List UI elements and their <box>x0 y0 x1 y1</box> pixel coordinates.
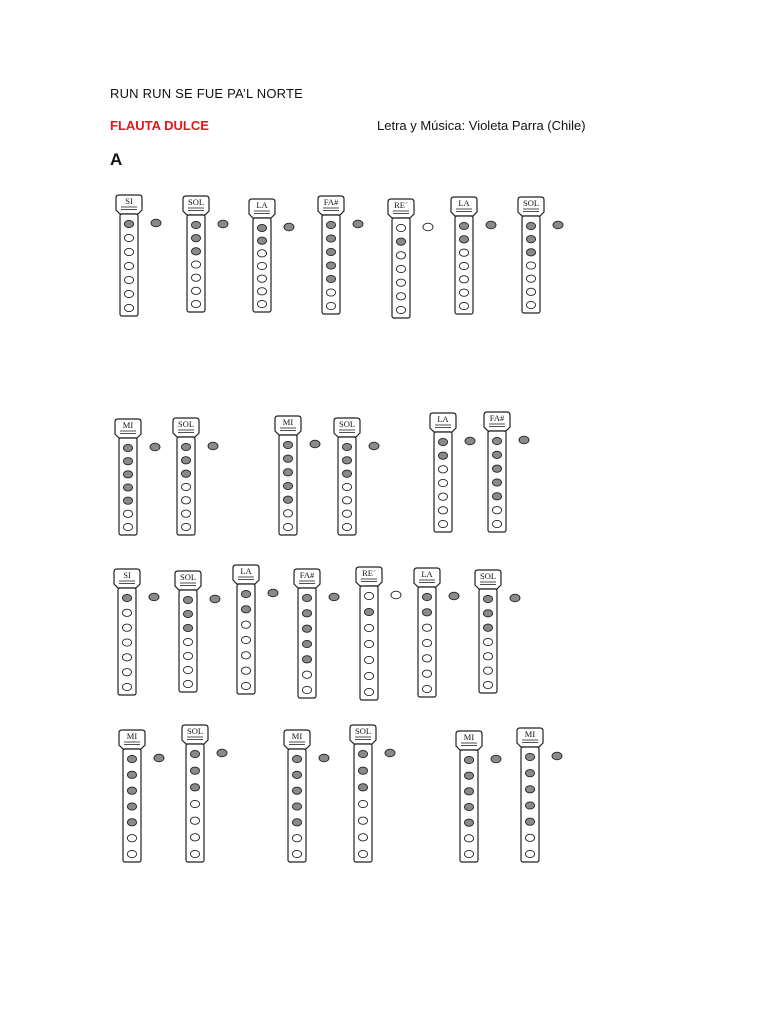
note-name: SI <box>123 570 131 580</box>
thumb-hole-covered <box>369 442 379 450</box>
note-name: RE´ <box>362 568 376 578</box>
hole-covered <box>526 236 535 243</box>
hole-open <box>191 300 200 307</box>
hole-covered <box>302 594 311 601</box>
hole-covered <box>257 224 266 231</box>
hole-covered <box>464 772 473 779</box>
hole-open <box>492 507 501 514</box>
thumb-hole-covered <box>319 754 329 762</box>
thumb-hole-covered <box>553 221 563 229</box>
recorder-fingering <box>356 567 401 700</box>
thumb-hole-covered <box>217 749 227 757</box>
hole-covered <box>292 771 301 778</box>
hole-covered <box>257 237 266 244</box>
hole-covered <box>190 750 199 757</box>
thumb-hole-covered <box>210 595 220 603</box>
hole-covered <box>181 457 190 464</box>
hole-covered <box>123 484 132 491</box>
hole-covered <box>492 437 501 444</box>
hole-open <box>302 671 311 678</box>
hole-open <box>241 621 250 628</box>
section-label: A <box>110 150 123 169</box>
hole-open <box>364 656 373 663</box>
hole-covered <box>123 444 132 451</box>
hole-open <box>124 248 133 255</box>
hole-covered <box>525 802 534 809</box>
hole-covered <box>342 457 351 464</box>
hole-open <box>292 850 301 857</box>
recorder-fingering <box>475 570 520 693</box>
thumb-hole-covered <box>510 594 520 602</box>
hole-open <box>438 507 447 514</box>
hole-open <box>396 293 405 300</box>
hole-covered <box>326 262 335 269</box>
hole-covered <box>438 452 447 459</box>
hole-open <box>181 523 190 530</box>
hole-open <box>122 683 131 690</box>
hole-covered <box>183 610 192 617</box>
hole-covered <box>191 221 200 228</box>
song-title: RUN RUN SE FUE PA’L NORTE <box>110 86 304 101</box>
thumb-hole-covered <box>154 754 164 762</box>
hole-covered <box>358 767 367 774</box>
hole-open <box>438 520 447 527</box>
hole-covered <box>183 596 192 603</box>
thumb-hole-covered <box>519 436 529 444</box>
thumb-hole-covered <box>268 589 278 597</box>
recorder-fingering <box>119 730 164 862</box>
hole-open <box>257 250 266 257</box>
hole-covered <box>183 624 192 631</box>
thumb-hole-covered <box>218 220 228 228</box>
hole-open <box>459 302 468 309</box>
hole-open <box>492 520 501 527</box>
hole-open <box>190 817 199 824</box>
hole-covered <box>181 470 190 477</box>
thumb-hole-covered <box>149 593 159 601</box>
hole-covered <box>283 441 292 448</box>
hole-open <box>438 466 447 473</box>
hole-open <box>183 680 192 687</box>
hole-covered <box>127 771 136 778</box>
thumb-hole-covered <box>552 752 562 760</box>
hole-covered <box>459 236 468 243</box>
hole-open <box>122 654 131 661</box>
hole-open <box>342 483 351 490</box>
hole-open <box>183 666 192 673</box>
hole-covered <box>525 818 534 825</box>
note-name: LA <box>437 414 449 424</box>
hole-open <box>183 652 192 659</box>
note-name: MI <box>282 417 294 427</box>
hole-open <box>123 510 132 517</box>
thumb-hole-covered <box>465 437 475 445</box>
hole-open <box>190 850 199 857</box>
hole-open <box>124 290 133 297</box>
hole-open <box>422 624 431 631</box>
hole-open <box>257 300 266 307</box>
note-name: MI <box>291 731 303 741</box>
hole-open <box>257 262 266 269</box>
hole-covered <box>190 767 199 774</box>
hole-open <box>364 624 373 631</box>
note-name: SOL <box>177 419 195 429</box>
hole-open <box>124 276 133 283</box>
note-name: LA <box>240 566 252 576</box>
recorder-fingering <box>175 571 220 692</box>
hole-covered <box>492 479 501 486</box>
hole-covered <box>438 438 447 445</box>
hole-covered <box>302 656 311 663</box>
thumb-hole-covered <box>353 220 363 228</box>
hole-covered <box>123 471 132 478</box>
hole-covered <box>302 625 311 632</box>
hole-covered <box>302 610 311 617</box>
hole-covered <box>525 753 534 760</box>
note-name: SOL <box>354 726 372 736</box>
note-name: SOL <box>338 419 356 429</box>
hole-covered <box>492 451 501 458</box>
hole-open <box>422 639 431 646</box>
recorder-fingering <box>249 199 294 312</box>
hole-covered <box>241 606 250 613</box>
recorder-fingering <box>484 412 529 532</box>
thumb-hole-covered <box>491 755 501 763</box>
hole-open <box>191 261 200 268</box>
recorder-fingering <box>275 416 320 535</box>
hole-open <box>459 276 468 283</box>
hole-covered <box>483 610 492 617</box>
thumb-hole-covered <box>449 592 459 600</box>
hole-covered <box>326 248 335 255</box>
recorder-fingering <box>518 197 563 313</box>
hole-open <box>127 850 136 857</box>
hole-covered <box>464 788 473 795</box>
hole-open <box>191 274 200 281</box>
hole-covered <box>492 465 501 472</box>
hole-covered <box>292 755 301 762</box>
hole-covered <box>127 803 136 810</box>
hole-open <box>483 638 492 645</box>
hole-open <box>396 265 405 272</box>
hole-open <box>181 497 190 504</box>
recorder-fingering <box>350 725 395 862</box>
hole-covered <box>364 608 373 615</box>
recorder-fingering <box>182 725 227 862</box>
hole-open <box>292 835 301 842</box>
hole-open <box>358 834 367 841</box>
hole-covered <box>422 593 431 600</box>
note-name: MI <box>122 420 134 430</box>
hole-covered <box>526 222 535 229</box>
hole-open <box>326 289 335 296</box>
hole-open <box>438 479 447 486</box>
recorder-fingering <box>284 730 329 862</box>
hole-open <box>396 224 405 231</box>
hole-covered <box>358 784 367 791</box>
hole-open <box>364 640 373 647</box>
hole-covered <box>124 220 133 227</box>
note-name: SOL <box>479 571 497 581</box>
hole-covered <box>191 248 200 255</box>
recorder-fingering <box>318 196 363 314</box>
hole-covered <box>190 784 199 791</box>
hole-open <box>464 835 473 842</box>
hole-open <box>525 850 534 857</box>
hole-covered <box>464 756 473 763</box>
recorder-fingering <box>115 419 160 535</box>
note-name: LA <box>256 200 268 210</box>
hole-covered <box>283 469 292 476</box>
hole-covered <box>292 787 301 794</box>
hole-covered <box>123 458 132 465</box>
hole-open <box>364 592 373 599</box>
note-name: LA <box>421 569 433 579</box>
hole-open <box>526 275 535 282</box>
hole-open <box>326 302 335 309</box>
hole-open <box>358 817 367 824</box>
hole-covered <box>342 470 351 477</box>
hole-open <box>257 288 266 295</box>
hole-open <box>459 262 468 269</box>
hole-covered <box>127 819 136 826</box>
hole-open <box>122 669 131 676</box>
recorder-fingering <box>116 195 161 316</box>
hole-open <box>422 685 431 692</box>
hole-open <box>342 523 351 530</box>
thumb-hole-covered <box>150 443 160 451</box>
hole-covered <box>241 590 250 597</box>
hole-covered <box>326 221 335 228</box>
note-name: FA# <box>299 570 315 580</box>
hole-open <box>483 653 492 660</box>
note-name: FA# <box>323 197 339 207</box>
hole-covered <box>302 640 311 647</box>
hole-covered <box>127 755 136 762</box>
note-name: FA# <box>489 413 505 423</box>
thumb-hole-covered <box>310 440 320 448</box>
thumb-hole-covered <box>208 442 218 450</box>
hole-open <box>122 624 131 631</box>
thumb-hole-open <box>391 591 401 599</box>
hole-open <box>342 497 351 504</box>
hole-open <box>526 301 535 308</box>
hole-open <box>483 667 492 674</box>
recorder-fingering <box>414 568 459 697</box>
hole-covered <box>127 787 136 794</box>
hole-open <box>124 234 133 241</box>
recorder-fingering <box>233 565 278 694</box>
hole-open <box>364 672 373 679</box>
thumb-hole-open <box>423 223 433 231</box>
hole-open <box>257 275 266 282</box>
hole-open <box>191 287 200 294</box>
note-name: RE´ <box>394 200 408 210</box>
hole-covered <box>422 609 431 616</box>
hole-open <box>358 850 367 857</box>
instrument-label: FLAUTA DULCE <box>110 118 209 133</box>
hole-open <box>526 288 535 295</box>
hole-covered <box>492 493 501 500</box>
hole-open <box>483 681 492 688</box>
hole-open <box>124 262 133 269</box>
recorder-fingering <box>294 569 339 698</box>
hole-open <box>302 686 311 693</box>
thumb-hole-covered <box>329 593 339 601</box>
hole-open <box>526 262 535 269</box>
hole-covered <box>526 249 535 256</box>
hole-open <box>122 639 131 646</box>
hole-open <box>124 304 133 311</box>
hole-covered <box>181 443 190 450</box>
recorder-fingering <box>456 731 501 862</box>
hole-open <box>183 638 192 645</box>
hole-covered <box>396 238 405 245</box>
song-credits: Letra y Música: Violeta Parra (Chile) <box>377 118 586 133</box>
hole-open <box>181 510 190 517</box>
note-name: MI <box>524 729 536 739</box>
hole-covered <box>483 595 492 602</box>
recorder-fingering <box>517 728 562 862</box>
hole-open <box>342 510 351 517</box>
recorder-fingering <box>173 418 218 535</box>
hole-covered <box>283 455 292 462</box>
hole-covered <box>464 819 473 826</box>
thumb-hole-covered <box>284 223 294 231</box>
thumb-hole-covered <box>486 221 496 229</box>
hole-open <box>190 800 199 807</box>
hole-open <box>283 510 292 517</box>
hole-covered <box>292 819 301 826</box>
hole-covered <box>358 750 367 757</box>
hole-covered <box>459 222 468 229</box>
note-name: LA <box>458 198 470 208</box>
thumb-hole-covered <box>151 219 161 227</box>
hole-covered <box>123 497 132 504</box>
hole-covered <box>483 624 492 631</box>
hole-open <box>190 834 199 841</box>
note-name: SOL <box>186 726 204 736</box>
hole-covered <box>464 803 473 810</box>
hole-covered <box>283 482 292 489</box>
hole-open <box>459 249 468 256</box>
recorder-fingering <box>183 196 228 312</box>
note-name: MI <box>126 731 138 741</box>
hole-covered <box>326 275 335 282</box>
note-name: SI <box>125 196 133 206</box>
note-name: MI <box>463 732 475 742</box>
hole-open <box>438 493 447 500</box>
hole-open <box>241 636 250 643</box>
hole-open <box>525 834 534 841</box>
hole-open <box>358 800 367 807</box>
hole-covered <box>122 594 131 601</box>
hole-open <box>396 279 405 286</box>
hole-open <box>241 652 250 659</box>
hole-open <box>396 252 405 259</box>
recorder-fingering <box>430 413 475 532</box>
hole-covered <box>283 496 292 503</box>
hole-open <box>464 850 473 857</box>
hole-covered <box>525 786 534 793</box>
hole-covered <box>342 443 351 450</box>
recorder-fingering <box>451 197 496 314</box>
hole-open <box>364 688 373 695</box>
note-name: SOL <box>179 572 197 582</box>
note-name: SOL <box>187 197 205 207</box>
hole-open <box>422 655 431 662</box>
hole-covered <box>326 235 335 242</box>
hole-covered <box>525 770 534 777</box>
hole-open <box>123 523 132 530</box>
hole-open <box>181 483 190 490</box>
hole-open <box>422 670 431 677</box>
hole-open <box>283 523 292 530</box>
hole-open <box>241 682 250 689</box>
hole-open <box>122 609 131 616</box>
recorder-fingering <box>388 199 433 318</box>
hole-covered <box>292 803 301 810</box>
hole-covered <box>191 235 200 242</box>
recorder-fingering <box>334 418 379 535</box>
hole-open <box>396 306 405 313</box>
thumb-hole-covered <box>385 749 395 757</box>
hole-open <box>241 667 250 674</box>
hole-open <box>459 289 468 296</box>
recorder-fingering <box>114 569 159 695</box>
hole-open <box>127 835 136 842</box>
note-name: SOL <box>522 198 540 208</box>
